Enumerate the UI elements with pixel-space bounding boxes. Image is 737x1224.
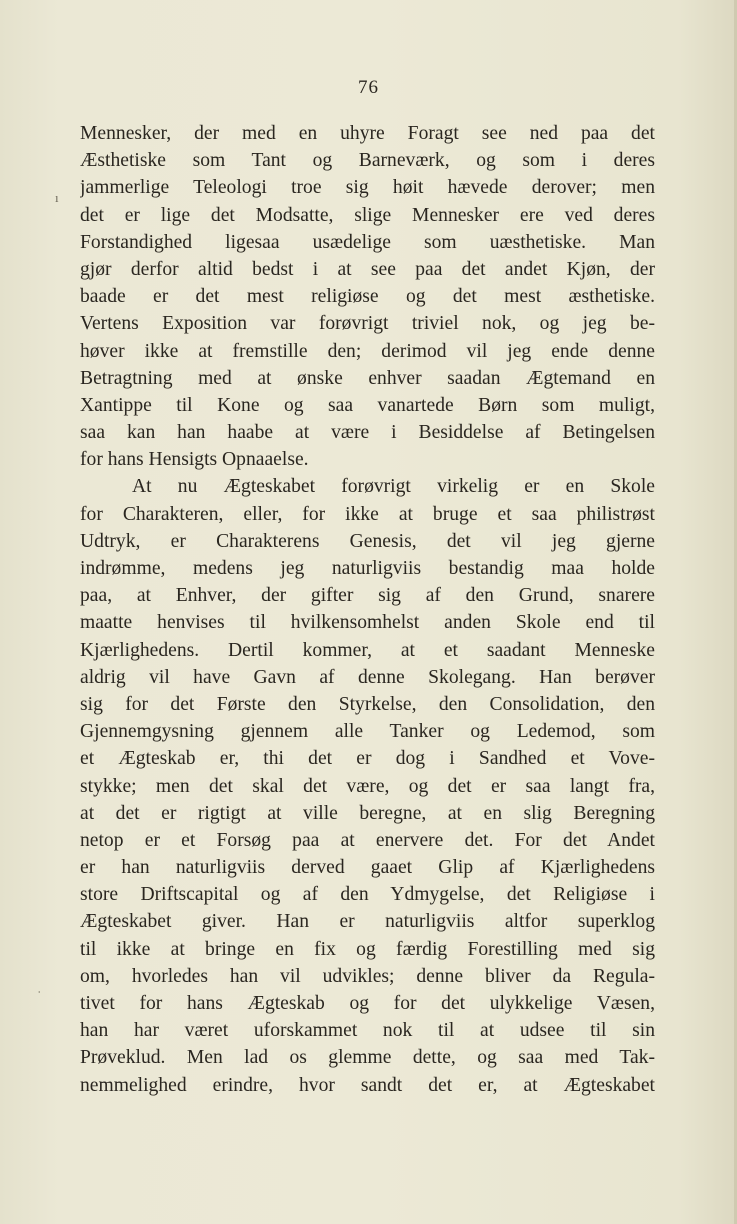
text-line: Kjærlighedens. Dertil kommer, at et saadant Menneske bbox=[80, 639, 655, 661]
text-line: gjør derfor altid bedst i at see paa det andet Kjøn, der bbox=[80, 258, 655, 280]
text-line: om, hvorledes han vil udvikles; denne bliver da Regula- bbox=[80, 965, 655, 987]
text-line: for Charakteren, eller, for ikke at bruge et saa philistrøst bbox=[80, 503, 655, 525]
text-line: store Driftscapital og af den Ydmygelse, det Religiøse i bbox=[80, 884, 655, 906]
text-line: er han naturligviis derved gaaet Glip af Kjærlighedens bbox=[80, 857, 655, 879]
text-line: maatte henvises til hvilkensomhelst anden Skole end til bbox=[80, 612, 655, 634]
text-line: saa kan han haabe at være i Besiddelse af Betingelsen bbox=[80, 422, 655, 444]
text-line: det er lige det Modsatte, slige Mennesker ere ved deres bbox=[80, 204, 655, 226]
text-line: Æsthetiske som Tant og Barneværk, og som i deres bbox=[80, 150, 655, 172]
text-line: Prøveklud. Men lad os glemme dette, og saa med Tak- bbox=[80, 1047, 655, 1069]
text-line: baade er det mest religiøse og det mest æsthetiske. bbox=[80, 286, 655, 308]
text-line: Forstandighed ligesaa usædelige som uæsthetiske. Man bbox=[80, 231, 655, 253]
page-number: 76 bbox=[358, 77, 379, 98]
text-line: Udtryk, er Charakterens Genesis, det vil jeg gjerne bbox=[80, 530, 655, 552]
margin-mark: ˌ bbox=[37, 978, 42, 993]
text-line: aldrig vil have Gavn af denne Skolegang. Han berøver bbox=[80, 666, 655, 688]
text-line: høver ikke at fremstille den; derimod vil jeg ende denne bbox=[80, 340, 655, 362]
text-line: stykke; men det skal det være, og det er saa langt fra, bbox=[80, 775, 655, 797]
text-line: et Ægteskab er, thi det er dog i Sandhed et Vove- bbox=[80, 748, 655, 770]
text-line: Gjennemgysning gjennem alle Tanker og Ledemod, som bbox=[80, 721, 655, 743]
text-line: netop er et Forsøg paa at enervere det. For det Andet bbox=[80, 829, 655, 851]
margin-mark: ı bbox=[55, 190, 59, 205]
text-line: Mennesker, der med en uhyre Foragt see ned paa det bbox=[80, 123, 655, 144]
body-text bbox=[80, 120, 655, 1099]
text-line: sig for det Første den Styrkelse, den Consolidation, den bbox=[80, 693, 655, 715]
text-line: tivet for hans Ægteskab og for det ulykkelige Væsen, bbox=[80, 993, 655, 1014]
text-line: indrømme, medens jeg naturligviis bestandig maa holde bbox=[80, 558, 655, 579]
text-line: at det er rigtigt at ville beregne, at en slig Beregning bbox=[80, 802, 655, 824]
text-line: han har været uforskammet nok til at udsee til sin bbox=[80, 1020, 655, 1042]
text-line: Betragtning med at ønske enhver saadan Ægtemand en bbox=[80, 367, 655, 389]
paragraph-end-line: for hans Hensigts Opnaaelse. bbox=[80, 449, 309, 471]
text-line: jammerlige Teleologi troe sig høit hævede derover; men bbox=[80, 177, 655, 199]
text-line: Ægteskabet giver. Han er naturligviis altfor superklog bbox=[80, 911, 655, 933]
text-line: paa, at Enhver, der gifter sig af den Grund, snarere bbox=[80, 585, 655, 607]
paragraph-start-line: At nu Ægteskabet forøvrigt virkelig er en Skole bbox=[132, 476, 655, 498]
text-line: til ikke at bringe en fix og færdig Forestilling med sig bbox=[80, 938, 655, 960]
text-line: Vertens Exposition var forøvrigt triviel nok, og jeg be- bbox=[80, 313, 655, 335]
text-line: Xantippe til Kone og saa vanartede Børn som muligt, bbox=[80, 394, 655, 416]
text-line: nemmelighed erindre, hvor sandt det er, at Ægteskabet bbox=[80, 1074, 655, 1096]
